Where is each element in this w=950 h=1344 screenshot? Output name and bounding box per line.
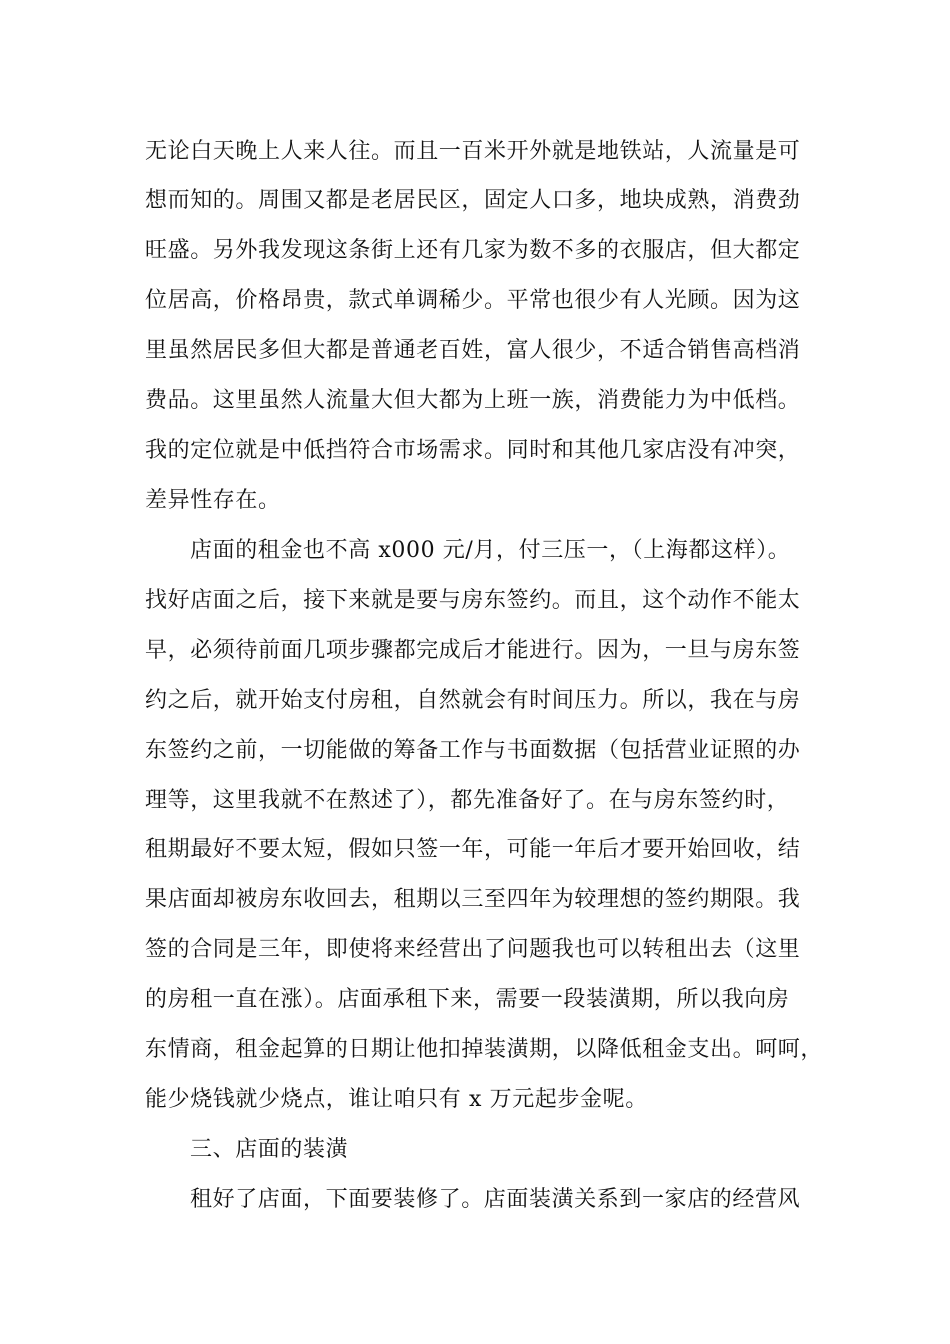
text-line: 旺盛。另外我发现这条街上还有几家为数不多的衣服店，但大都定 bbox=[145, 238, 801, 263]
text-line: 位居高，价格昂贵，款式单调稀少。平常也很少有人光顾。因为这 bbox=[145, 288, 801, 313]
text-line: 东签约之前，一切能做的筹备工作与书面数据（包括营业证照的办 bbox=[145, 738, 801, 763]
text-line: 费品。这里虽然人流量大但大都为上班一族，消费能力为中低档。 bbox=[145, 388, 801, 413]
text-line: 的房租一直在涨）。店面承租下来，需要一段装潢期，所以我向房 bbox=[145, 987, 790, 1012]
text-line: 差异性存在。 bbox=[145, 488, 281, 513]
text-line: 租期最好不要太短，假如只签一年，可能一年后才要开始回收，结 bbox=[145, 837, 801, 862]
text-line: 我的定位就是中低挡符合市场需求。同时和其他几家店没有冲突， bbox=[145, 438, 801, 463]
text-line: 里虽然居民多但大都是普通老百姓，富人很少，不适合销售高档消 bbox=[145, 338, 801, 363]
text-line: 能少烧钱就少烧点，谁让咱只有 x 万元起步金呢。 bbox=[145, 1087, 648, 1112]
text-line: 找好店面之后，接下来就是要与房东签约。而且，这个动作不能太 bbox=[145, 588, 801, 613]
paragraph-first-line: 店面的租金也不高 x000 元/月，付三压一，（上海都这样）。 bbox=[190, 538, 791, 563]
text-line: 想而知的。周围又都是老居民区，固定人口多，地块成熟，消费劲 bbox=[145, 188, 801, 213]
section-heading: 三、店面的装潢 bbox=[190, 1137, 349, 1162]
text-line: 约之后，就开始支付房租，自然就会有时间压力。所以，我在与房 bbox=[145, 688, 801, 713]
text-line: 签的合同是三年，即使将来经营出了问题我也可以转租出去（这里 bbox=[145, 937, 801, 962]
text-line: 理等，这里我就不在熬述了），都先准备好了。在与房东签约时， bbox=[145, 788, 790, 813]
text-line: 果店面却被房东收回去，租期以三至四年为较理想的签约期限。我 bbox=[145, 887, 801, 912]
text-line: 东情商，租金起算的日期让他扣掉装潢期，以降低租金支出。呵呵， bbox=[145, 1037, 824, 1062]
text-line: 早，必须待前面几项步骤都完成后才能进行。因为，一旦与房东签 bbox=[145, 638, 801, 663]
text-line: 无论白天晚上人来人往。而且一百米开外就是地铁站，人流量是可 bbox=[145, 139, 801, 164]
paragraph-first-line: 租好了店面，下面要装修了。店面装潢关系到一家店的经营风 bbox=[190, 1187, 801, 1212]
